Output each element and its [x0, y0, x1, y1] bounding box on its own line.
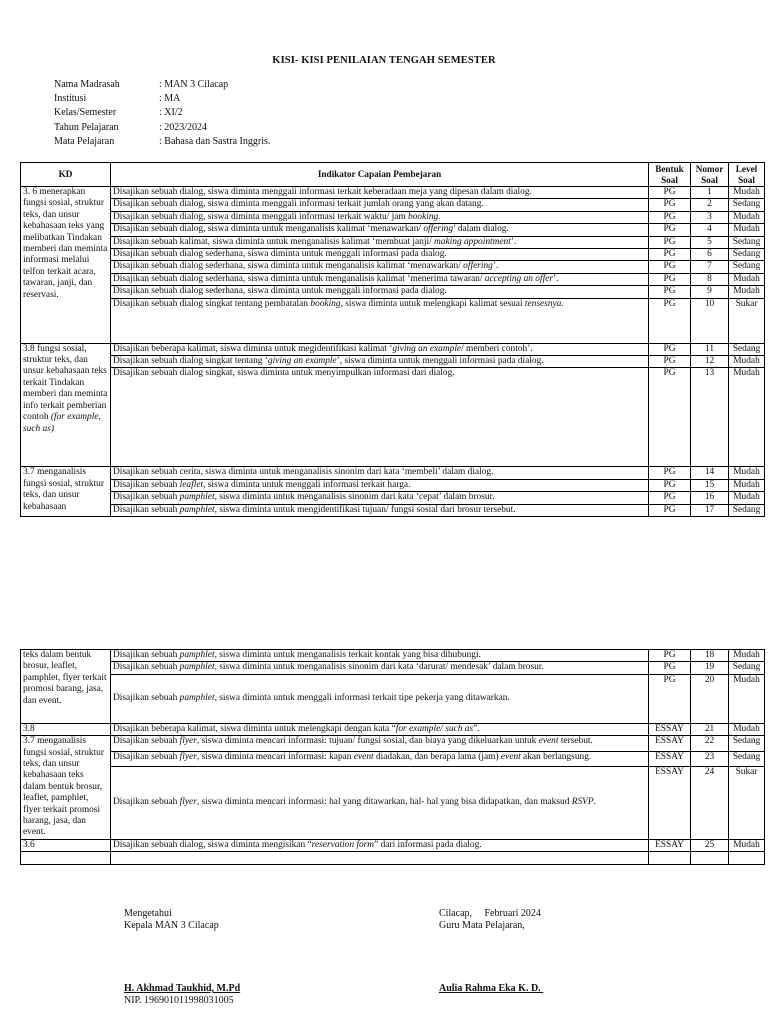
- bentuk-cell: PG: [649, 273, 691, 285]
- kd-text: 3.8 fungsi sosial, struktur teks, dan unsur kebahasaan teks terkait Tindakan memberi dan meminta info terkait pemberian contoh: [23, 343, 108, 423]
- bentuk-cell: PG: [649, 356, 691, 368]
- identity-value: : MA: [159, 93, 181, 105]
- table-row: [21, 236, 765, 248]
- identity-label: Tahun Pelajaran: [54, 121, 119, 133]
- level-cell: Sedang: [729, 199, 765, 211]
- identity-value: : 2023/2024: [159, 121, 208, 133]
- header-bentuk-line2: Soal: [661, 174, 678, 185]
- nomor-cell: 1: [691, 187, 729, 199]
- indicator-cell: [111, 199, 649, 211]
- indicator-cell: [111, 736, 649, 751]
- table-row: [21, 650, 765, 662]
- indicator-text: , siswa diminta mencari informasi: kapan: [196, 751, 354, 762]
- kd-cell: [21, 343, 111, 467]
- bentuk-cell: PG: [649, 286, 691, 298]
- identity-row: [54, 135, 270, 149]
- indicator-text: Disajikan sebuah dialog sederhana, siswa diminta untuk menganalisis kalimat ‘menawarkan/: [113, 261, 464, 272]
- indicator-text: , siswa diminta untuk menggali informasi terkait tipe pekerja yang ditawarkan.: [214, 693, 510, 704]
- indicator-text-italic: giving an example: [392, 343, 462, 354]
- signature-right-name-block: [439, 983, 543, 995]
- table-row: [21, 286, 765, 298]
- table-row: [21, 356, 765, 368]
- indicator-text: Disajikan sebuah dialog, siswa diminta menggali informasi terkait waktu/ jam: [113, 211, 408, 222]
- level-cell: Sedang: [729, 261, 765, 273]
- table-row: [21, 674, 765, 723]
- identity-row: [54, 78, 270, 92]
- bentuk-cell: PG: [649, 479, 691, 491]
- header-nomor-line1: Nomor: [695, 163, 724, 174]
- bentuk-cell: ESSAY: [649, 736, 691, 751]
- indicator-text: Disajikan sebuah: [113, 504, 180, 515]
- headmaster-name: H. Akhmad Taukhid, M.Pd: [124, 983, 241, 994]
- level-cell: Sedang: [729, 736, 765, 751]
- empty-cell: [21, 852, 111, 865]
- nomor-cell: 15: [691, 479, 729, 491]
- table-row-empty: [21, 852, 765, 865]
- indicator-text: Disajikan sebuah dialog singkat, siswa diminta untuk menyimpulkan informasi dari dialog.: [113, 368, 455, 379]
- nomor-cell: 7: [691, 261, 729, 273]
- kd-text-italic: (for example, such as): [23, 412, 101, 434]
- signature-right: [439, 908, 541, 932]
- level-cell: Mudah: [729, 492, 765, 504]
- table-row: [21, 211, 765, 223]
- header-nomor-line2: Soal: [701, 174, 718, 185]
- nomor-cell: 9: [691, 286, 729, 298]
- table-row: [21, 766, 765, 839]
- identity-value: : MAN 3 Cilacap: [159, 79, 229, 90]
- bentuk-cell: PG: [649, 224, 691, 236]
- bentuk-cell: PG: [649, 211, 691, 223]
- bentuk-cell: PG: [649, 261, 691, 273]
- header-bentuk: [649, 163, 691, 187]
- indicator-text-italic: pamphlet: [179, 693, 215, 704]
- indicator-cell: [111, 662, 649, 674]
- table-row: [21, 199, 765, 211]
- indicator-text: , siswa diminta mencari informasi: tujuan/ fungsi sosial, dan biaya yang dikeluarkan untuk: [196, 736, 539, 747]
- indicator-text-italic: offering: [463, 261, 493, 272]
- indicator-text: ’.: [553, 273, 559, 284]
- indicator-cell: [111, 224, 649, 236]
- indicator-text: Disajikan sebuah: [113, 492, 180, 503]
- indicator-cell: [111, 249, 649, 261]
- bentuk-cell: PG: [649, 674, 691, 723]
- indicator-text-italic: flyer: [179, 751, 197, 762]
- header-bentuk-line1: Bentuk: [655, 163, 684, 174]
- empty-cell: [649, 852, 691, 865]
- indicator-text: ” dari informasi pada dialog.: [374, 839, 482, 850]
- table-row: [21, 224, 765, 236]
- indicator-text: Disajikan sebuah cerita, siswa diminta untuk menganalisis sinonim dari kata ‘membeli’ dalam dialog.: [113, 467, 494, 478]
- indicator-text-italic: giving an example: [267, 356, 337, 367]
- empty-cell: [111, 852, 649, 865]
- indicator-text: , siswa diminta untuk mengidentifikasi tujuan/ fungsi sosial dari brosur tersebut.: [214, 504, 516, 515]
- indicator-cell: [111, 261, 649, 273]
- nomor-cell: 19: [691, 662, 729, 674]
- identity-label: Institusi: [54, 93, 87, 105]
- header-level: [729, 163, 765, 187]
- nomor-cell: 12: [691, 356, 729, 368]
- identity-value: : XI/2: [159, 107, 183, 119]
- bentuk-cell: ESSAY: [649, 751, 691, 766]
- identity-label: Mata Pelajaran: [54, 135, 115, 147]
- identity-row: [54, 106, 270, 120]
- table-row: [21, 723, 765, 735]
- indicator-text: Disajikan sebuah: [113, 751, 180, 762]
- bentuk-cell: PG: [649, 467, 691, 479]
- indicator-cell: [111, 839, 649, 851]
- indicator-text: ”.: [473, 723, 480, 734]
- indicator-text-italic: tensesnya.: [524, 298, 564, 309]
- header-kd: KD: [21, 163, 111, 187]
- indicator-text: Disajikan beberapa kalimat, siswa diminta untuk melengkapi dengan kata “: [113, 723, 396, 734]
- table-row: [21, 187, 765, 199]
- nomor-cell: 16: [691, 492, 729, 504]
- teacher-name: Aulia Rahma Eka K. D.: [439, 983, 544, 994]
- kd-cell: 3.6: [21, 839, 111, 851]
- indicator-text-italic: event: [353, 751, 374, 762]
- indicator-text: , siswa diminta mencari informasi: hal yang ditawarkan, hal- hal yang bisa didapatkan, dan maksud: [196, 797, 572, 808]
- indicator-cell: [111, 674, 649, 723]
- table-row: [21, 504, 765, 516]
- level-cell: Sedang: [729, 343, 765, 355]
- indicator-text: Disajikan sebuah dialog, siswa diminta menggali informasi terkait keberadaan meja yang dipesan dalam dialog.: [113, 187, 532, 197]
- identity-label: Kelas/Semester: [54, 107, 117, 119]
- indicator-cell: [111, 187, 649, 199]
- level-cell: Mudah: [729, 674, 765, 723]
- indicator-cell: [111, 479, 649, 491]
- level-cell: Sedang: [729, 504, 765, 516]
- table-row: [21, 343, 765, 355]
- table-row: [21, 839, 765, 851]
- indicator-cell: [111, 504, 649, 516]
- indicator-cell: [111, 467, 649, 479]
- indicator-text: Disajikan sebuah dialog, siswa diminta untuk menganalisis kalimat ‘menawarkan/: [113, 224, 424, 235]
- nomor-cell: 22: [691, 736, 729, 751]
- table-row: [21, 273, 765, 285]
- level-cell: Mudah: [729, 723, 765, 735]
- indicator-text-italic: booking: [310, 298, 341, 309]
- indicator-text: / memberi contoh’.: [461, 343, 533, 354]
- identity-label: Nama Madrasah: [54, 79, 120, 90]
- indicator-text-italic: event: [500, 751, 521, 762]
- indicator-text: akan berlangsung.: [520, 751, 592, 762]
- indicator-text: Disajikan sebuah: [113, 650, 180, 660]
- table-row: [21, 298, 765, 343]
- nomor-cell: 21: [691, 723, 729, 735]
- level-cell: Mudah: [729, 650, 765, 662]
- indicator-text: Disajikan sebuah: [113, 479, 180, 490]
- indicator-cell: [111, 723, 649, 735]
- empty-cell: [729, 852, 765, 865]
- bentuk-cell: PG: [649, 236, 691, 248]
- table-header-row: [21, 163, 765, 187]
- level-cell: Mudah: [729, 273, 765, 285]
- bentuk-cell: ESSAY: [649, 839, 691, 851]
- bentuk-cell: PG: [649, 249, 691, 261]
- indicator-text-italic: reservation form: [311, 839, 375, 850]
- indicator-text: , siswa diminta untuk melengkapi kalimat sesuai: [340, 298, 525, 309]
- identity-row: [54, 92, 270, 106]
- signature-left-line2: Kepala MAN 3 Cilacap: [124, 920, 219, 931]
- level-cell: Mudah: [729, 467, 765, 479]
- level-cell: Mudah: [729, 356, 765, 368]
- bentuk-cell: PG: [649, 298, 691, 343]
- kd-cell: 3. 6 menerapkan fungsi sosial, struktur teks, dan unsur kebahasaan teks yang melibatkan Tindakan memberi dan meminta informasi melalui telfon terkait acara, tawaran, janji, dan reservasi.: [21, 187, 111, 344]
- indicator-cell: [111, 343, 649, 355]
- indicator-text-italic: pamphlet: [179, 504, 215, 515]
- signature-left-name-block: [124, 983, 240, 1007]
- kisi-table-page-1: [20, 162, 765, 517]
- indicator-text-italic: for example/ such as: [395, 723, 474, 734]
- bentuk-cell: ESSAY: [649, 766, 691, 839]
- indicator-cell: [111, 492, 649, 504]
- indicator-cell: [111, 298, 649, 343]
- indicator-text: Disajikan sebuah: [113, 736, 180, 747]
- level-cell: Sedang: [729, 662, 765, 674]
- table-row: [21, 751, 765, 766]
- level-cell: Sedang: [729, 236, 765, 248]
- indicator-text: Disajikan sebuah dialog sederhana, siswa diminta untuk menggali informasi pada dialog.: [113, 286, 447, 297]
- level-cell: Sedang: [729, 249, 765, 261]
- table-row: [21, 492, 765, 504]
- identity-value: : Bahasa dan Sastra Inggris.: [159, 135, 271, 147]
- level-cell: Mudah: [729, 224, 765, 236]
- kisi-table-page-2: [20, 649, 765, 865]
- indicator-text: , siswa diminta untuk menganalisis sinonim dari kata ‘cepat’ dalam brosur.: [214, 492, 495, 503]
- indicator-cell: [111, 286, 649, 298]
- nomor-cell: 11: [691, 343, 729, 355]
- identity-block: [54, 78, 270, 149]
- bentuk-cell: PG: [649, 187, 691, 199]
- indicator-text-italic: pamphlet: [179, 662, 215, 673]
- level-cell: Sedang: [729, 751, 765, 766]
- nomor-cell: 8: [691, 273, 729, 285]
- bentuk-cell: PG: [649, 662, 691, 674]
- indicator-text-italic: booking.: [408, 211, 441, 222]
- nomor-cell: 24: [691, 766, 729, 839]
- indicator-text-italic: leaflet: [179, 479, 204, 490]
- nomor-cell: 23: [691, 751, 729, 766]
- level-cell: Mudah: [729, 479, 765, 491]
- table-row: [21, 368, 765, 467]
- level-cell: Sukar: [729, 766, 765, 839]
- header-level-line1: Level: [735, 163, 758, 174]
- indicator-text: , siswa diminta untuk menganalisis sinonim dari kata ‘darurat/ mendesak’ dalam brosur.: [214, 662, 544, 673]
- nomor-cell: 10: [691, 298, 729, 343]
- indicator-text: tersebut.: [558, 736, 593, 747]
- indicator-text-italic: accepting an offer: [484, 273, 553, 284]
- bentuk-cell: PG: [649, 199, 691, 211]
- indicator-text-italic: pamphlet: [179, 492, 215, 503]
- indicator-text: ’.: [510, 236, 517, 247]
- nomor-cell: 5: [691, 236, 729, 248]
- level-cell: Mudah: [729, 368, 765, 467]
- indicator-cell: [111, 751, 649, 766]
- indicator-cell: [111, 356, 649, 368]
- nomor-cell: 13: [691, 368, 729, 467]
- indicator-text: Disajikan sebuah dialog, siswa diminta mengisikan “: [113, 839, 312, 850]
- indicator-text-italic: flyer: [179, 797, 197, 808]
- indicator-text: Disajikan sebuah dialog sederhana, siswa diminta untuk menganalisis kalimat ‘menerima tawaran/: [113, 273, 485, 284]
- nomor-cell: 14: [691, 467, 729, 479]
- indicator-text: Disajikan sebuah dialog singkat tentang ‘: [113, 356, 268, 367]
- empty-cell: [691, 852, 729, 865]
- nomor-cell: 18: [691, 650, 729, 662]
- signature-left: [124, 908, 219, 932]
- indicator-text-italic: offering: [423, 224, 454, 235]
- table-row: [21, 479, 765, 491]
- indicator-text-italic: pamphlet: [179, 650, 215, 660]
- indicator-cell: [111, 650, 649, 662]
- indicator-text: Disajikan beberapa kalimat, siswa diminta untuk megidentifikasi kalimat ‘: [113, 343, 393, 354]
- indicator-cell: [111, 368, 649, 467]
- bentuk-cell: PG: [649, 504, 691, 516]
- indicator-cell: [111, 236, 649, 248]
- signature-left-line1: Mengetahui: [124, 908, 172, 919]
- nomor-cell: 2: [691, 199, 729, 211]
- headmaster-nip: NIP. 196901011998031005: [124, 995, 234, 1006]
- indicator-text: , siswa diminta untuk menganalisis terkait kontak yang bisa dihubungi.: [214, 650, 481, 660]
- indicator-text: Disajikan sebuah kalimat, siswa diminta untuk menganalisis kalimat ‘membuat janji/: [113, 236, 435, 247]
- table-row: [21, 662, 765, 674]
- kd-cell: 3.8: [21, 723, 111, 735]
- indicator-text: ’.: [492, 261, 499, 272]
- indicator-text: Disajikan sebuah: [113, 693, 180, 704]
- nomor-cell: 6: [691, 249, 729, 261]
- header-level-line2: Soal: [738, 174, 755, 185]
- bentuk-cell: PG: [649, 368, 691, 467]
- nomor-cell: 3: [691, 211, 729, 223]
- nomor-cell: 4: [691, 224, 729, 236]
- indicator-text: Disajikan sebuah: [113, 662, 180, 673]
- nomor-cell: 25: [691, 839, 729, 851]
- signature-right-line1: Cilacap, Februari 2024: [439, 908, 541, 919]
- level-cell: Mudah: [729, 839, 765, 851]
- nomor-cell: 17: [691, 504, 729, 516]
- bentuk-cell: PG: [649, 492, 691, 504]
- table-row: [21, 261, 765, 273]
- bentuk-cell: PG: [649, 343, 691, 355]
- kd-cell: 3.7 menganalisis fungsi sosial, struktur teks, dan unsur kebahasaan: [21, 467, 111, 517]
- indicator-cell: [111, 766, 649, 839]
- nomor-cell: 20: [691, 674, 729, 723]
- bentuk-cell: ESSAY: [649, 723, 691, 735]
- bentuk-cell: PG: [649, 650, 691, 662]
- level-cell: Sukar: [729, 298, 765, 343]
- table-row: [21, 736, 765, 751]
- header-nomor: [691, 163, 729, 187]
- indicator-text-italic: RSVP: [571, 797, 594, 808]
- header-indikator: Indikator Capaian Pembejaran: [111, 163, 649, 187]
- indicator-text: Disajikan sebuah dialog singkat tentang pembatalan: [113, 298, 311, 309]
- level-cell: Mudah: [729, 187, 765, 199]
- indicator-text-italic: making appointment: [434, 236, 511, 247]
- indicator-cell: [111, 273, 649, 285]
- document-title: KISI- KISI PENILAIAN TENGAH SEMESTER: [272, 55, 496, 66]
- indicator-text: Disajikan sebuah dialog sederhana, siswa diminta untuk menggali informasi pada dialog.: [113, 249, 447, 260]
- identity-row: [54, 121, 270, 135]
- indicator-text-italic: event: [538, 736, 559, 747]
- indicator-text: Disajikan sebuah: [113, 797, 180, 808]
- indicator-text: ’ dalam dialog.: [453, 224, 509, 235]
- indicator-cell: [111, 211, 649, 223]
- kd-cell: 3.7 menganalisis fungsi sosial, struktur teks, dan unsur kebahasaan teks dalam bentuk brosur, leaflet, pamphlet, flyer terkait promosi barang, jasa, dan event.: [21, 736, 111, 840]
- kd-cell: teks dalam bentuk brosur, leaflet, pamphlet, flyer terkait promosi barang, jasa, dan event.: [21, 650, 111, 724]
- indicator-text-italic: flyer: [179, 736, 197, 747]
- indicator-text: diadakan, dan berapa lama (jam): [373, 751, 501, 762]
- indicator-text: .: [593, 797, 596, 808]
- level-cell: Mudah: [729, 286, 765, 298]
- level-cell: Mudah: [729, 211, 765, 223]
- table-row: [21, 467, 765, 479]
- indicator-text: , siswa diminta untuk menggali informasi terkait harga.: [203, 479, 411, 490]
- indicator-text: ’, siswa diminta untuk menggali informasi pada dialog.: [336, 356, 544, 367]
- signature-right-line2: Guru Mata Pelajaran,: [439, 920, 525, 931]
- table-row: [21, 249, 765, 261]
- indicator-text: Disajikan sebuah dialog, siswa diminta menggali informasi terkait jumlah orang yang akan datang.: [113, 199, 484, 210]
